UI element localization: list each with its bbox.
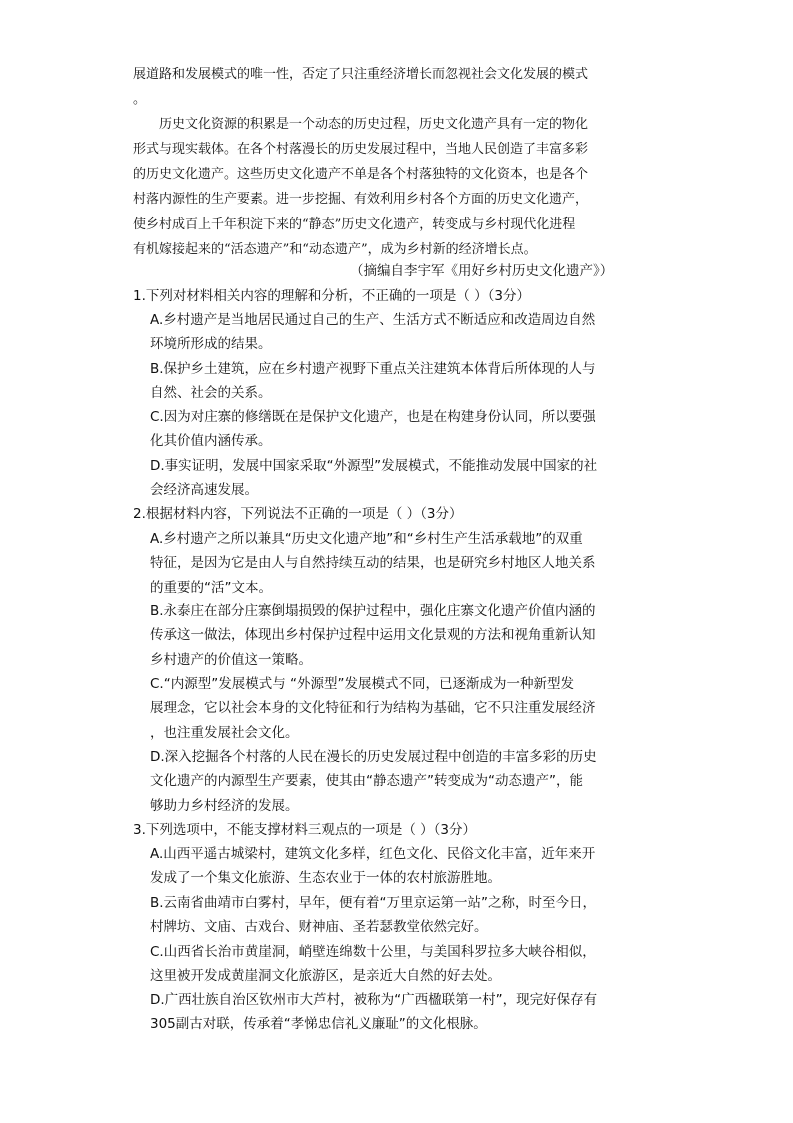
text-line: 使乡村成百上千年积淀下来的“静态”历史文化遗产，转变成与乡村现代化进程	[133, 217, 576, 232]
text-line: 有机嫁接起来的“活态遗产”和“动态遗产”，成为乡村新的经济增长点。	[133, 242, 537, 257]
option-line: A.乡村遗产是当地居民通过自己的生产、生活方式不断适应和改造周边自然	[150, 312, 596, 328]
question-1-option-b	[150, 357, 675, 406]
option-line: 乡村遗产的价值这一策略。	[150, 651, 312, 668]
text-line: 展道路和发展模式的唯一性，否定了只注重经济增长而忽视社会文化发展的模式	[133, 67, 589, 82]
option-line: B.云南省曲靖市白雾村，早年，便有着“万里京运第一站”之称，时至今日，	[150, 895, 597, 911]
text-line: 的历史文化遗产。这些历史文化遗产不单是各个村落独特的文化资本，也是各个	[133, 167, 589, 182]
option-line: 够助力乡村经济的发展。	[150, 797, 299, 814]
option-line: 村牌坊、文庙、古戏台、财神庙、圣若瑟教堂依然完好。	[150, 919, 488, 936]
question-text: 3.下列选项中，不能支撑材料三观点的一项是（ ）（3分）	[133, 822, 477, 838]
option-line: C.山西省长治市黄崖洞，峭壁连绵数十公里，与美国科罗拉多大峡谷相似，	[150, 944, 596, 960]
option-line: 特征，是因为它是由人与自然持续互动的结果，也是研究乡村地区人地关系	[150, 555, 596, 572]
text-line: 。	[133, 92, 147, 107]
option-line: 发成了一个集文化旅游、生态农业于一体的农村旅游胜地。	[150, 870, 501, 887]
question-3-option-a	[150, 842, 675, 891]
option-line: D.事实证明，发展中国家采取“外源型”发展模式，不能推动发展中国家的社	[150, 458, 598, 474]
option-line: A.乡村遗产之所以兼具“历史文化遗产地”和“乡村生产生活承载地”的双重	[150, 531, 583, 547]
option-line: 305副古对联，传承着“孝悌忠信礼义廉耻”的文化根脉。	[150, 1016, 487, 1033]
option-line: C.因为对庄寨的修缮既在是保护文化遗产，也是在构建身份认同，所以要强	[150, 409, 596, 425]
question-1-option-d	[150, 454, 675, 503]
question-2-option-c	[150, 672, 675, 745]
text-line: 村落内源性的生产要素。进一步挖掘、有效利用乡村各个方面的历史文化遗产，	[133, 192, 589, 207]
option-line: D.广西壮族自治区钦州市大芦村，被称为“广西楹联第一村”，现完好保存有	[150, 992, 598, 1008]
option-line: 这里被开发成黄崖洞文化旅游区，是亲近大自然的好去处。	[150, 968, 501, 985]
option-line: 文化遗产的内源型生产要素，使其由“静态遗产”转变成为“动态遗产”，能	[150, 773, 583, 790]
question-3-option-c	[150, 940, 675, 989]
question-3-stem	[133, 818, 673, 842]
option-line: 展理念，它以社会本身的文化特征和行为结构为基础，它不只注重发展经济	[150, 700, 596, 717]
option-line: 环境所形成的结果。	[150, 336, 272, 353]
passage-source: （摘编自李宇军《用好乡村历史文化遗产》）	[350, 263, 614, 279]
question-text: 2.根据材料内容，下列说法不正确的一项是（ ）（3分）	[133, 506, 463, 522]
question-2-option-a	[150, 527, 675, 600]
passage-continuation	[133, 62, 667, 112]
text-line: 历史文化资源的积累是一个动态的历史过程，历史文化遗产具有一定的物化	[159, 117, 589, 132]
option-line: 的重要的“活”文本。	[150, 579, 272, 596]
option-line: C.“内源型”发展模式与 “外源型”发展模式不同，已逐渐成为一种新型发	[150, 676, 574, 692]
option-line: A.山西平遥古城梁村，建筑文化多样，红色文化、民俗文化丰富，近年来开	[150, 846, 596, 862]
question-2-stem	[133, 502, 673, 526]
question-2-option-d	[150, 745, 675, 818]
question-text: 1.下列对材料相关内容的理解和分析，不正确的一项是（ ）（3分）	[133, 288, 531, 304]
option-line: 传承这一做法，体现出乡村保护过程中运用文化景观的方法和视角重新认知	[150, 627, 596, 644]
option-line: D.深入挖掘各个村落的人民在漫长的历史发展过程中创造的丰富多彩的历史	[150, 749, 597, 765]
option-line: 自然、社会的关系。	[150, 385, 272, 402]
option-line: B.永泰庄在部分庄寨倒塌损毁的保护过程中，强化庄寨文化遗产价值内涵的	[150, 603, 596, 619]
question-1-stem	[133, 284, 673, 308]
question-1-option-c	[150, 405, 675, 454]
option-line: 化其价值内涵传承。	[150, 433, 272, 450]
text-line: 形式与现实载体。在各个村落漫长的历史发展过程中，当地人民创造了丰富多彩	[133, 142, 589, 157]
question-2-option-b	[150, 599, 675, 672]
option-line: B.保护乡土建筑，应在乡村遗产视野下重点关注建筑本体背后所体现的人与	[150, 361, 596, 377]
question-1-option-a	[150, 308, 675, 357]
option-line: ，也注重发展社会文化。	[150, 724, 299, 741]
option-line: 会经济高速发展。	[150, 482, 258, 499]
question-3-option-b	[150, 891, 675, 940]
passage-paragraph	[133, 112, 667, 262]
question-3-option-d	[150, 988, 675, 1037]
